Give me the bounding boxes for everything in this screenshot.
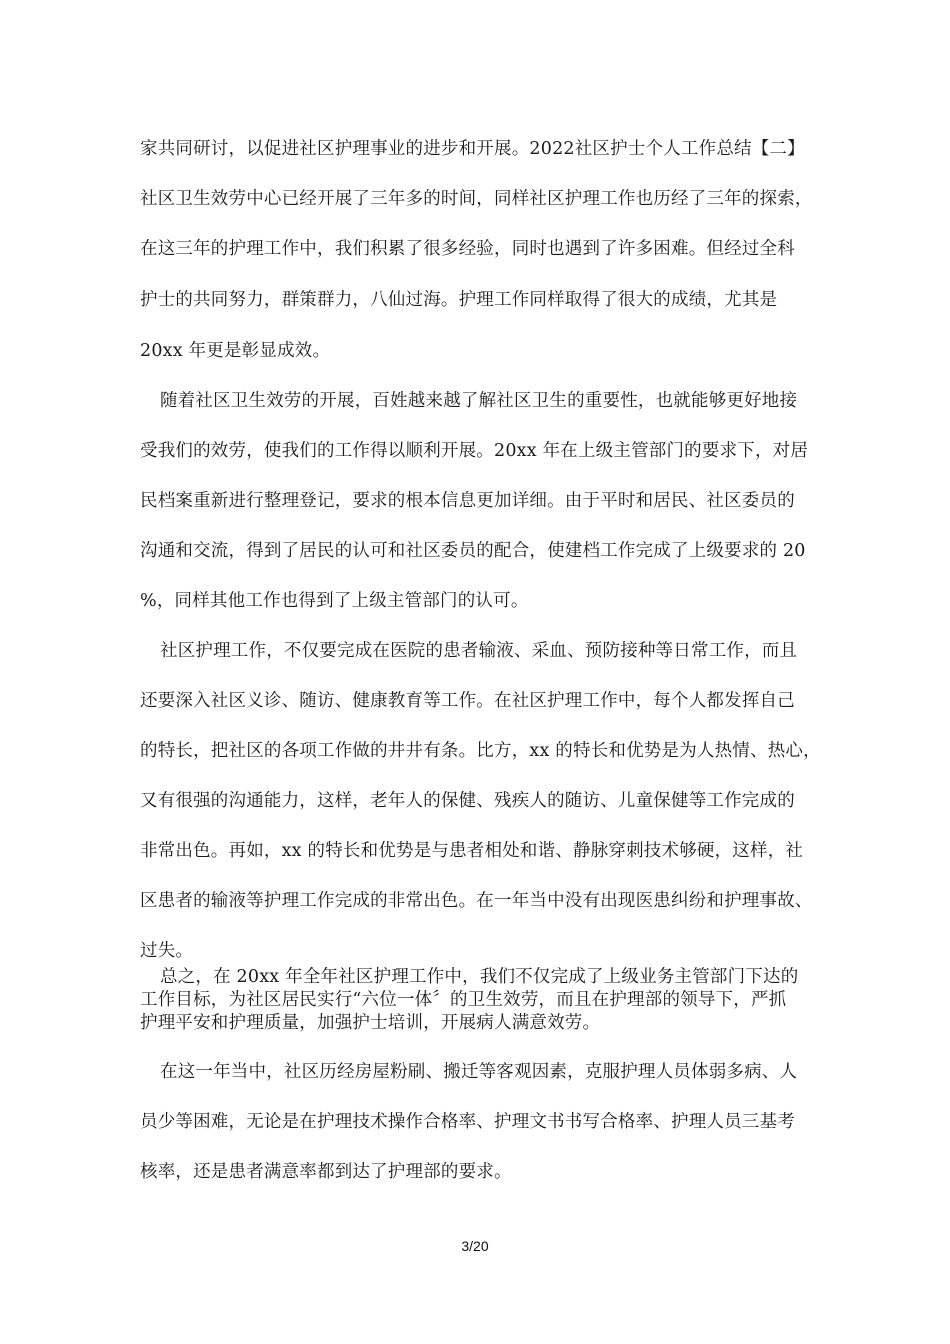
text-line: 非常出色。再如，xx 的特长和优势是与患者相处和谐、静脉穿刺技术够硬，这样，社 xyxy=(140,841,804,861)
text-line: 员少等困难，无论是在护理技术操作合格率、护理文书书写合格率、护理人员三基考 xyxy=(140,1112,795,1132)
text-line: 20xx 年更是彰显成效。 xyxy=(140,341,331,361)
text-line: 工作目标，为社区居民实行“六位一体〞的卫生效劳，而且在护理部的领导下，严抓 xyxy=(140,990,787,1010)
text-line: 民档案重新进行整理登记，要求的根本信息更加详细。由于平时和居民、社区委员的 xyxy=(140,491,795,511)
text-line: 沟通和交流，得到了居民的认可和社区委员的配合，使建档工作完成了上级要求的 20 xyxy=(140,541,806,561)
text-line: 的特长，把社区的各项工作做的井井有条。比方，xx 的特长和优势是为人热情、热心， xyxy=(140,741,821,761)
text-line: 随着社区卫生效劳的开展，百姓越来越了解社区卫生的重要性，也就能够更好地接 xyxy=(160,391,798,411)
text-line: 核率，还是患者满意率都到达了护理部的要求。 xyxy=(140,1162,512,1182)
text-line: 过失。 xyxy=(140,941,194,961)
text-line: 在这三年的护理工作中，我们积累了很多经验，同时也遇到了许多困难。但经过全科 xyxy=(140,239,795,259)
text-line: 社区卫生效劳中心已经开展了三年多的时间，同样社区护理工作也历经了三年的探索， xyxy=(140,189,813,209)
text-line: 还要深入社区义诊、随访、健康教育等工作。在社区护理工作中，每个人都发挥自己 xyxy=(140,691,795,711)
text-line: %，同样其他工作也得到了上级主管部门的认可。 xyxy=(140,591,529,611)
text-line: 社区护理工作，不仅要完成在医院的患者输液、采血、预防接种等日常工作，而且 xyxy=(160,641,798,661)
text-line: 区患者的输液等护理工作完成的非常出色。在一年当中没有出现医患纠纷和护理事故、 xyxy=(140,891,813,911)
text-line: 护理平安和护理质量，加强护士培训，开展病人满意效劳。 xyxy=(140,1013,601,1033)
text-line: 受我们的效劳，使我们的工作得以顺利开展。20xx 年在上级主管部门的要求下，对居 xyxy=(140,441,809,461)
page-number: 3/20 xyxy=(461,1238,489,1254)
text-line: 护士的共同努力，群策群力，八仙过海。护理工作同样取得了很大的成绩，尤其是 xyxy=(140,290,778,310)
text-line: 总之，在 20xx 年全年社区护理工作中，我们不仅完成了上级业务主管部门下达的 xyxy=(160,967,799,987)
text-line: 又有很强的沟通能力，这样，老年人的保健、残疾人的随访、儿童保健等工作完成的 xyxy=(140,791,795,811)
text-line: 家共同研讨，以促进社区护理事业的进步和开展。2022社区护士个人工作总结【二】 xyxy=(140,139,805,159)
text-line: 在这一年当中，社区历经房屋粉刷、搬迁等客观因素，克服护理人员体弱多病、人 xyxy=(160,1062,798,1082)
